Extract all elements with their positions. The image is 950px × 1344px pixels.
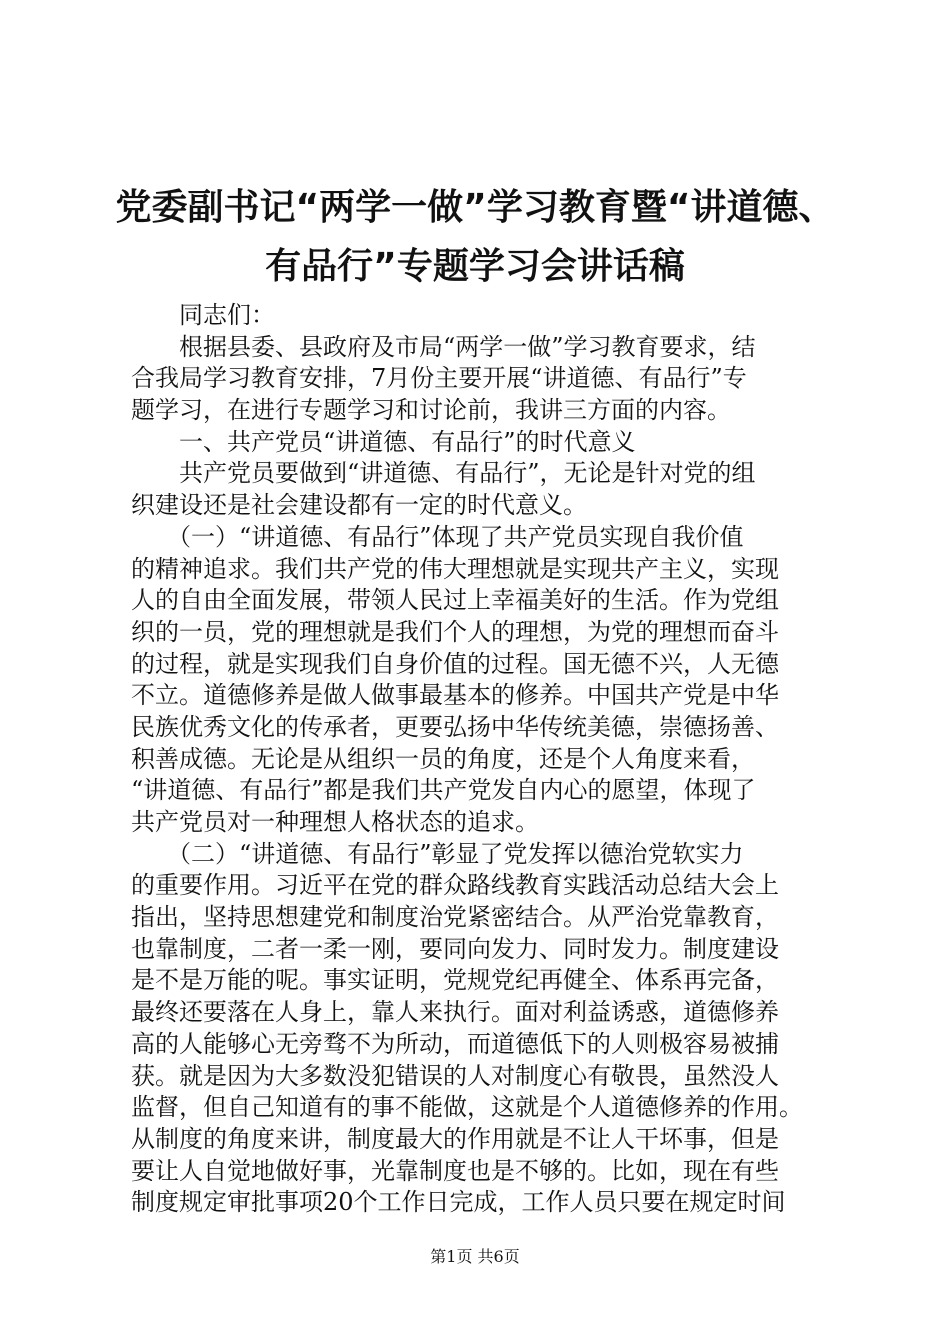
body-line: 根据县委、县政府及市局“两学一做”学习教育要求，结 xyxy=(131,332,756,361)
body-line: 也靠制度，二者一柔一刚，要同向发力、同时发力。制度建设 xyxy=(131,934,779,963)
body-line: 最终还要落在人身上，靠人来执行。面对利益诱惑，道德修养 xyxy=(131,998,779,1027)
body-line: 从制度的角度来讲，制度最大的作用就是不让人干坏事，但是 xyxy=(131,1124,779,1153)
page-footer: 第1页 共6页 xyxy=(430,1247,520,1266)
body-line: （一）“讲道德、有品行”体现了共产党员实现自我价值 xyxy=(131,522,744,551)
body-line: 高的人能够心无旁骛不为所动，而道德低下的人则极容易被捕 xyxy=(131,1029,779,1058)
body-line: 织的一员，党的理想就是我们个人的理想，为党的理想而奋斗 xyxy=(131,617,779,646)
body-line: 民族优秀文化的传承者，更要弘扬中华传统美德，崇德扬善、 xyxy=(131,712,779,741)
document-title-line-1: 党委副书记“两学一做”学习教育暨“讲道德、 xyxy=(115,187,835,228)
body-line: 监督，但自己知道有的事不能做，这就是个人道德修养的作用。 xyxy=(131,1093,803,1122)
body-line: 一、共产党员“讲道德、有品行”的时代意义 xyxy=(131,427,636,456)
body-line: 同志们： xyxy=(131,301,275,329)
body-line: 人的自由全面发展，带领人民过上幸福美好的生活。作为党组 xyxy=(131,586,779,615)
body-line: “讲道德、有品行”都是我们共产党发自内心的愿望，体现了 xyxy=(131,776,756,805)
body-line: （二）“讲道德、有品行”彰显了党发挥以德治党软实力 xyxy=(131,839,744,868)
body-line: 织建设还是社会建设都有一定的时代意义。 xyxy=(131,491,587,520)
body-line: 指出，坚持思想建党和制度治党紧密结合。从严治党靠教育， xyxy=(131,903,779,932)
body-line: 合我局学习教育安排，7月份主要开展“讲道德、有品行”专 xyxy=(131,364,747,393)
body-line: 的过程，就是实现我们自身价值的过程。国无德不兴，人无德 xyxy=(131,649,779,678)
body-line: 共产党员对一种理想人格状态的追求。 xyxy=(131,808,539,836)
body-line: 题学习，在进行专题学习和讨论前，我讲三方面的内容。 xyxy=(131,396,731,425)
body-line: 是不是万能的呢。事实证明，党规党纪再健全、体系再完备， xyxy=(131,966,779,995)
body-line: 不立。道德修养是做人做事最基本的修养。中国共产党是中华 xyxy=(131,681,779,710)
body-line: 要让人自觉地做好事，光靠制度也是不够的。比如，现在有些 xyxy=(131,1156,779,1185)
document-body xyxy=(131,300,831,1219)
document-title-line-2: 有品行”专题学习会讲话稿 xyxy=(265,246,685,287)
body-line: 积善成德。无论是从组织一员的角度，还是个人角度来看， xyxy=(131,744,755,773)
body-line: 的重要作用。习近平在党的群众路线教育实践活动总结大会上 xyxy=(131,871,779,900)
body-line: 的精神追求。我们共产党的伟大理想就是实现共产主义，实现 xyxy=(131,554,779,583)
body-line: 共产党员要做到“讲道德、有品行”，无论是针对党的组 xyxy=(131,459,756,488)
body-line: 获。就是因为大多数没犯错误的人对制度心有敬畏，虽然没人 xyxy=(131,1061,779,1090)
body-line: 制度规定审批事项20个工作日完成，工作人员只要在规定时间 xyxy=(131,1188,786,1217)
